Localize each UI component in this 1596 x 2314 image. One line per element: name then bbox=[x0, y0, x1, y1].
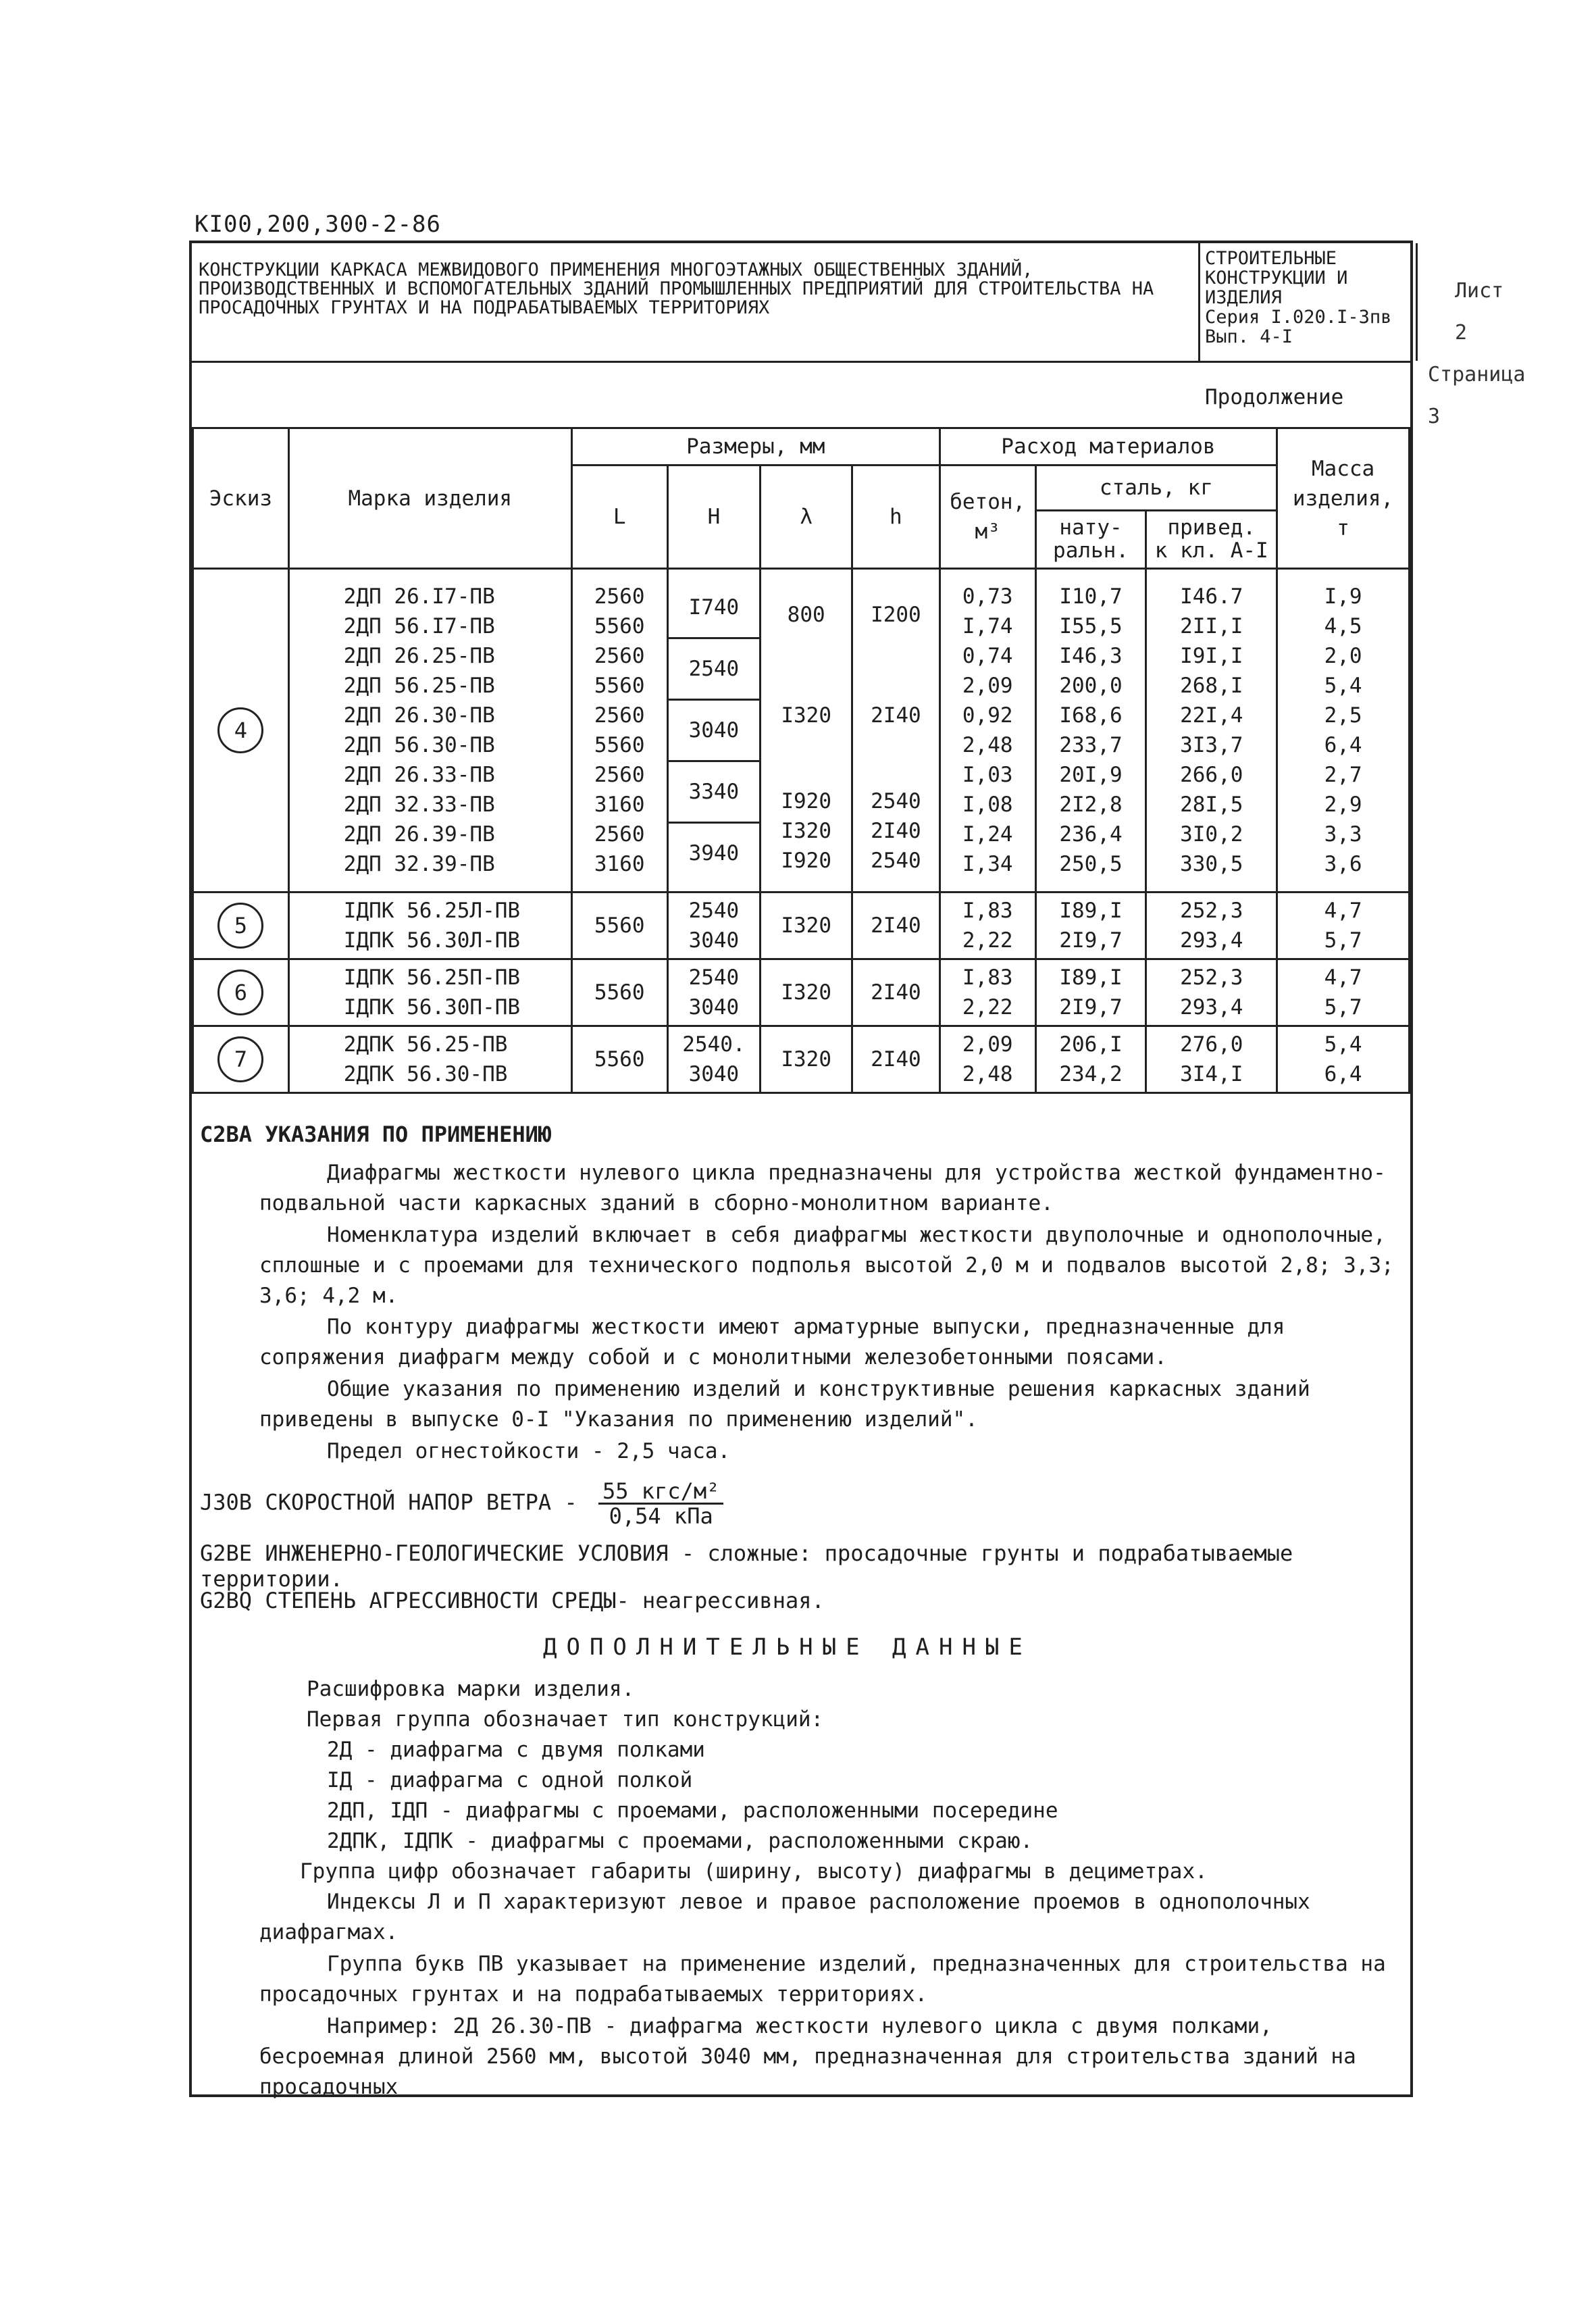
extra-line: 2ДП, IДП - диафрагмы с проемами, расположенными посередине bbox=[327, 1799, 1058, 1823]
header-sketch: Эскиз bbox=[193, 428, 289, 569]
extra-line: Расшифровка марки изделия. bbox=[307, 1677, 635, 1701]
table-cell-value: 3I3,7 bbox=[1180, 733, 1243, 757]
table-cell-value: 2560 bbox=[594, 584, 645, 609]
usage-paragraph: Общие указания по применению изделий и конструктивные решения каркасных зданий приведены в выпуске 0-I "Указания по применению изделий". bbox=[259, 1377, 1310, 1432]
table-cell-value: 236,4 bbox=[1059, 822, 1123, 847]
table-cell-value: 3160 bbox=[594, 793, 645, 817]
sketch-number-badge: 6 bbox=[217, 970, 263, 1015]
table-cell-value: 2ДП 56.25-ПВ bbox=[343, 674, 495, 698]
table-cell-value: 2II,I bbox=[1180, 614, 1243, 638]
table-cell-value: 200,0 bbox=[1059, 674, 1123, 698]
usage-paragraph: Диафрагмы жесткости нулевого цикла предназначены для устройства жесткой фундаментно-подвальной части каркасных зданий в сборно-монолитном варианте. bbox=[259, 1161, 1386, 1215]
catalog-info bbox=[1205, 249, 1408, 347]
table-cell-value: 2ДП 26.33-ПВ bbox=[343, 763, 495, 787]
title-divider bbox=[1416, 243, 1418, 361]
aggressiveness: G2ВQ СТЕПЕНЬ АГРЕССИВНОСТИ СРЕДЫ- неагрессивная. bbox=[200, 1588, 825, 1613]
table-row-group-4 bbox=[193, 569, 1410, 892]
specification-table bbox=[192, 427, 1410, 1094]
table-cell-value: I,74 bbox=[962, 614, 1013, 638]
mass-cell: 5,4 6,4 bbox=[1277, 1026, 1410, 1093]
table-cell-value: 6,4 bbox=[1324, 733, 1362, 757]
table-cell-value: 2ДП 56.I7-ПВ bbox=[343, 614, 495, 638]
table-cell-value: I,08 bbox=[962, 793, 1013, 817]
header-steel-natural: нату- ральн. bbox=[1035, 510, 1146, 568]
table-cell-value: I,9 bbox=[1324, 584, 1362, 609]
H-cell: I740 2540 3040 3340 3940 bbox=[667, 569, 761, 892]
document-code: КI00,200,300-2-86 bbox=[195, 211, 441, 238]
sketch-number-badge: 4 bbox=[217, 707, 263, 753]
concrete-cell bbox=[939, 569, 1035, 892]
drawing-frame bbox=[189, 241, 1526, 2099]
table-cell-value: 2ДП 32.39-ПВ bbox=[343, 852, 495, 876]
table-cell-value: 3,6 bbox=[1324, 852, 1362, 876]
header-L: L bbox=[571, 466, 667, 569]
extra-line: Первая группа обозначает тип конструкций: bbox=[307, 1707, 824, 1732]
series-number: Серия I.020.I-3пв bbox=[1205, 307, 1392, 328]
extra-line: 2ДПК, IДПК - диафрагмы с проемами, расположенными скраю. bbox=[327, 1829, 1033, 1853]
H-cell: 2540. 3040 bbox=[667, 1026, 761, 1093]
table-cell-value: 3I0,2 bbox=[1180, 822, 1243, 847]
header-steel: сталь, кг bbox=[1035, 466, 1277, 511]
extra-line: Например: 2Д 26.30-ПВ - диафрагма жесткости нулевого цикла с двумя полками, бесроемная длиной 2560 мм, высотой 3040 мм, предназначенная для строительства зданий на просадочных bbox=[259, 2014, 1356, 2099]
h-cell: 2I40 bbox=[852, 1026, 940, 1093]
H-cell: 2540 3040 bbox=[667, 892, 761, 959]
table-cell-value: 266,0 bbox=[1180, 763, 1243, 787]
table-cell-value: 233,7 bbox=[1059, 733, 1123, 757]
sketch-number-badge: 7 bbox=[217, 1036, 263, 1082]
table-cell-value: I,03 bbox=[962, 763, 1013, 787]
sketch-cell bbox=[193, 1026, 289, 1093]
table-cell-value: 2ДП 56.30-ПВ bbox=[343, 733, 495, 757]
table-cell-value: 5560 bbox=[594, 733, 645, 757]
table-row-group-6 bbox=[193, 959, 1410, 1026]
table-cell-value: 2ДП 26.30-ПВ bbox=[343, 703, 495, 728]
table-cell-value: 2,7 bbox=[1324, 763, 1362, 787]
table-cell-value: I68,6 bbox=[1059, 703, 1123, 728]
L-cell: 5560 bbox=[571, 1026, 667, 1093]
table-cell-value: 330,5 bbox=[1180, 852, 1243, 876]
table-cell-value: I,34 bbox=[962, 852, 1013, 876]
concrete-cell: I,83 2,22 bbox=[939, 892, 1035, 959]
extra-line: Группа букв ПВ указывает на применение изделий, предназначенных для строительства на просадочных грунтах и на подрабатываемых территориях. bbox=[259, 1952, 1386, 2007]
natural-steel-cell bbox=[1035, 569, 1146, 892]
table-cell-value: 2,0 bbox=[1324, 644, 1362, 668]
extra-line: 2Д - диафрагма с двумя полками bbox=[327, 1738, 705, 1762]
header-mass: Масса изделия, т bbox=[1277, 428, 1410, 569]
header-materials: Расход материалов bbox=[939, 428, 1277, 466]
title-description: КОНСТРУКЦИИ КАРКАСА МЕЖВИДОВОГО ПРИМЕНЕНИЯ МНОГОЭТАЖНЫХ ОБЩЕСТВЕННЫХ ЗДАНИЙ, ПРОИЗВОДСТВЕННЫХ И ВСПОМОГАТЕЛЬНЫХ ЗДАНИЙ ПРОМЫШЛЕННЫХ ПРЕДПРИЯТИЙ ДЛЯ СТРОИТЕЛЬСТВА НА ПРОСАДОЧНЫХ ГРУНТАХ И НА ПОДРАБАТЫВАЕМЫХ ТЕРРИТОРИЯХ bbox=[199, 259, 1154, 318]
table-cell-value: 2ДП 26.39-ПВ bbox=[343, 822, 495, 847]
table-cell-value: 2560 bbox=[594, 703, 645, 728]
table-cell-value: 2ДП 26.I7-ПВ bbox=[343, 584, 495, 609]
L-cell bbox=[571, 569, 667, 892]
usage-paragraph: По контуру диафрагмы жесткости имеют арматурные выпуски, предназначенные для сопряжения диафрагм между собой и с монолитными железобетонными поясами. bbox=[259, 1315, 1285, 1369]
page-number: Страница 3 bbox=[1428, 363, 1526, 428]
mark-cell: 2ДПК 56.25-ПВ 2ДПК 56.30-ПВ bbox=[288, 1026, 571, 1093]
table-cell-value: 5560 bbox=[594, 674, 645, 698]
issue-number: Вып. 4-I bbox=[1205, 326, 1293, 347]
extra-header: ДОПОЛНИТЕЛЬНЫЕ ДАННЫЕ bbox=[543, 1634, 1032, 1661]
usage-paragraph: Номенклатура изделий включает в себя диафрагмы жесткости двуполочные и однополочные, сплошные и с проемами для технического подполья высотой 2,0 м и подвалов высотой 2,8; 3,3; 3,6; 4,2 м. bbox=[259, 1223, 1394, 1308]
table-cell-value: 2,9 bbox=[1324, 793, 1362, 817]
wind-label: J30В СКОРОСТНОЙ НАПОР ВЕТРА - bbox=[200, 1489, 577, 1515]
h-cell: 2I40 bbox=[852, 892, 940, 959]
sheet-number: Лист 2 bbox=[1455, 279, 1504, 345]
header-mark: Марка изделия bbox=[288, 428, 571, 569]
header-H: H bbox=[667, 466, 761, 569]
table-cell-value: 3160 bbox=[594, 852, 645, 876]
L-cell: 5560 bbox=[571, 892, 667, 959]
table-cell-value: 2560 bbox=[594, 822, 645, 847]
H-cell: 2540 3040 bbox=[667, 959, 761, 1026]
sketch-number-badge: 5 bbox=[217, 903, 263, 949]
table-cell-value: I9I,I bbox=[1180, 644, 1243, 668]
natural-steel-cell: I89,I 2I9,7 bbox=[1035, 892, 1146, 959]
catalog-line: СТРОИТЕЛЬНЫЕ bbox=[1205, 248, 1337, 269]
title-divider bbox=[1198, 243, 1200, 361]
usage-paragraph: Предел огнестойкости - 2,5 часа. bbox=[327, 1439, 731, 1463]
sketch-cell bbox=[193, 892, 289, 959]
lambda-cell: I320 bbox=[761, 959, 852, 1026]
h-cell: I200 2I40 2540 2I40 2540 bbox=[852, 569, 940, 892]
table-cell-value: 2ДП 26.25-ПВ bbox=[343, 644, 495, 668]
natural-steel-cell: I89,I 2I9,7 bbox=[1035, 959, 1146, 1026]
table-cell-value: I,24 bbox=[962, 822, 1013, 847]
extra-line: Индексы Л и П характеризуют левое и правое расположение проемов в однополочных диафрагмах. bbox=[259, 1890, 1310, 1944]
table-cell-value: 20I,9 bbox=[1059, 763, 1123, 787]
header-lambda: λ bbox=[761, 466, 852, 569]
table-cell-value: 28I,5 bbox=[1180, 793, 1243, 817]
header-h: h bbox=[852, 466, 940, 569]
geo-conditions: G2ВЕ ИНЖЕНЕРНО-ГЕОЛОГИЧЕСКИЕ УСЛОВИЯ - сложные: просадочные грунты и подрабатываемые территории. bbox=[200, 1540, 1293, 1592]
reduced-steel-cell: 252,3 293,4 bbox=[1146, 892, 1277, 959]
table-row-group-5 bbox=[193, 892, 1410, 959]
table-cell-value: I46,3 bbox=[1059, 644, 1123, 668]
table-cell-value: 22I,4 bbox=[1180, 703, 1243, 728]
mass-cell: 4,7 5,7 bbox=[1277, 959, 1410, 1026]
natural-steel-cell: 206,I 234,2 bbox=[1035, 1026, 1146, 1093]
catalog-line: КОНСТРУКЦИИ И bbox=[1205, 268, 1348, 288]
mark-cell: IДПК 56.25П-ПВ IДПК 56.30П-ПВ bbox=[288, 959, 571, 1026]
table-cell-value: I55,5 bbox=[1059, 614, 1123, 638]
usage-header: C2ВА УКАЗАНИЯ ПО ПРИМЕНЕНИЮ bbox=[200, 1122, 552, 1147]
extra-line: IД - диафрагма с одной полкой bbox=[327, 1768, 693, 1792]
table-cell-value: 3,3 bbox=[1324, 822, 1362, 847]
extra-line: Группа цифр обозначает габариты (ширину, высоту) диафрагмы в дециметрах. bbox=[300, 1859, 1208, 1884]
reduced-steel-cell: 276,0 3I4,I bbox=[1146, 1026, 1277, 1093]
table-cell-value: 0,74 bbox=[962, 644, 1013, 668]
header-dimensions: Размеры, мм bbox=[571, 428, 939, 466]
reduced-steel-cell: 252,3 293,4 bbox=[1146, 959, 1277, 1026]
catalog-line: ИЗДЕЛИЯ bbox=[1205, 287, 1282, 308]
header-steel-reduced: привед. к кл. А-I bbox=[1146, 510, 1277, 568]
table-cell-value: 0,92 bbox=[962, 703, 1013, 728]
table-cell-value: I10,7 bbox=[1059, 584, 1123, 609]
wind-load bbox=[200, 1480, 723, 1528]
continuation-label: Продолжение bbox=[1205, 385, 1344, 409]
concrete-cell: 2,09 2,48 bbox=[939, 1026, 1035, 1093]
header-concrete: бетон, м³ bbox=[939, 466, 1035, 569]
table-row-group-7 bbox=[193, 1026, 1410, 1093]
mass-cell: 4,7 5,7 bbox=[1277, 892, 1410, 959]
mass-cell bbox=[1277, 569, 1410, 892]
table-cell-value: 268,I bbox=[1180, 674, 1243, 698]
table-cell-value: 2560 bbox=[594, 763, 645, 787]
sketch-cell bbox=[193, 569, 289, 892]
table-cell-value: 2560 bbox=[594, 644, 645, 668]
L-cell: 5560 bbox=[571, 959, 667, 1026]
sketch-cell bbox=[193, 959, 289, 1026]
h-cell: 2I40 bbox=[852, 959, 940, 1026]
table-cell-value: 2I2,8 bbox=[1059, 793, 1123, 817]
table-cell-value: 4,5 bbox=[1324, 614, 1362, 638]
lambda-cell: 800 I320 I920 I320 I920 bbox=[761, 569, 852, 892]
table-cell-value: 2,5 bbox=[1324, 703, 1362, 728]
lambda-cell: I320 bbox=[761, 1026, 852, 1093]
mark-cell bbox=[288, 569, 571, 892]
table-cell-value: I46.7 bbox=[1180, 584, 1243, 609]
reduced-steel-cell bbox=[1146, 569, 1277, 892]
table-cell-value: 2ДП 32.33-ПВ bbox=[343, 793, 495, 817]
mark-cell: IДПК 56.25Л-ПВ IДПК 56.30Л-ПВ bbox=[288, 892, 571, 959]
lambda-cell: I320 bbox=[761, 892, 852, 959]
table-cell-value: 250,5 bbox=[1059, 852, 1123, 876]
wind-value: $\frac{\text{55 кгс/м²}}{\text{0,54 кПа}}$ bbox=[598, 1480, 723, 1528]
concrete-cell: I,83 2,22 bbox=[939, 959, 1035, 1026]
table-cell-value: 2,09 bbox=[962, 674, 1013, 698]
sheet-info bbox=[1428, 270, 1526, 438]
table-cell-value: 5,4 bbox=[1324, 674, 1362, 698]
table-cell-value: 2,48 bbox=[962, 733, 1013, 757]
table-cell-value: 5560 bbox=[594, 614, 645, 638]
table-cell-value: 0,73 bbox=[962, 584, 1013, 609]
